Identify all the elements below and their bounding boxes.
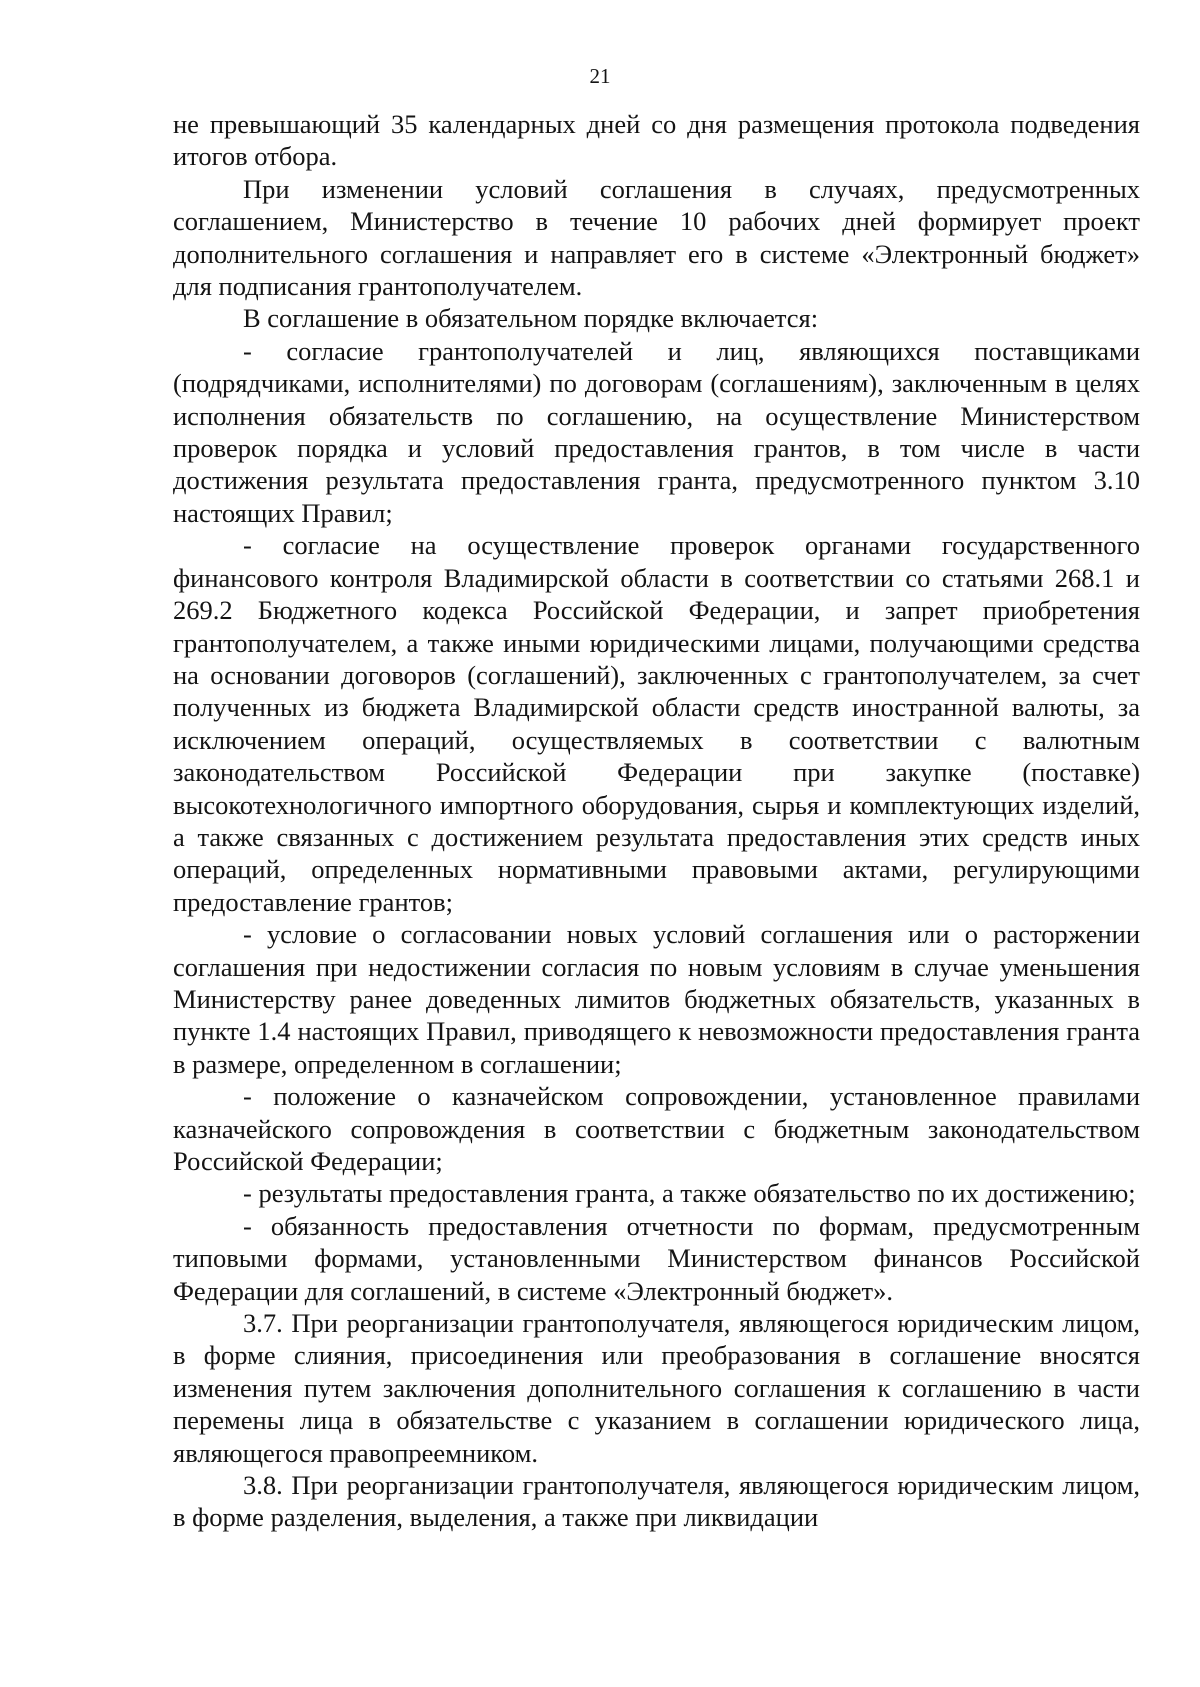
document-body bbox=[173, 108, 1140, 1534]
paragraph-continuation: не превышающий 35 календарных дней со дня размещения протокола подведения итогов отбора. bbox=[173, 109, 1140, 172]
section-3-8: 3.8. При реорганизации грантополучателя, являющегося юридическим лицом, в форме разделения, выделения, а также при ликвидации bbox=[173, 1470, 1140, 1533]
list-item-new-conditions: - условие о согласовании новых условий соглашения или о расторжении соглашения при недостижении согласия по новым условиям в случае уменьшения Министерству ранее доведенных лимитов бюджетных обязательств, указанных в пункте 1.4 настоящих Правил, приводящего к невозможности предоставления гранта в размере, определенном в соглашении; bbox=[173, 919, 1140, 1079]
list-item-consent-checks: - согласие грантополучателей и лиц, являющихся поставщиками (подрядчиками, исполнителями) по договорам (соглашениям), заключенным в целях исполнения обязательств по соглашению, на осуществление Министерством проверок порядка и условий предоставления грантов, в том числе в части достижения результата предоставления гранта, предусмотренного пунктом 3.10 настоящих Правил; bbox=[173, 335, 1140, 528]
list-item-results: - результаты предоставления гранта, а также обязательство по их достижению; bbox=[243, 1178, 1136, 1209]
list-item-reporting: - обязанность предоставления отчетности по формам, предусмотренным типовыми формами, установленными Министерством финансов Российской Федерации для соглашений, в системе «Электронный бюджет». bbox=[173, 1210, 1140, 1306]
list-item-financial-control: - согласие на осуществление проверок органами государственного финансового контроля Владимирской области в соответствии со статьями 268.1 и 269.2 Бюджетного кодекса Российской Федерации, и запрет приобретения грантополучателем, а также иными юридическими лицами, получающими средства на основании договоров (соглашений), заключенных с грантополучателем, за счет полученных из бюджета Владимирской области средств иностранной валюты, за исключением операций, осуществляемых в соответствии с валютным законодательством Российской Федерации при закупке (поставке) высокотехнологичного импортного оборудования, сырья и комплектующих изделий, а также связанных с достижением результата предоставления этих средств иных операций, определенных нормативными правовыми актами, регулирующими предоставление грантов; bbox=[173, 530, 1140, 917]
section-3-7: 3.7. При реорганизации грантополучателя, являющегося юридическим лицом, в форме слияния, присоединения или преобразования в соглашение вносятся изменения путем заключения дополнительного соглашения к соглашению в части перемены лица в обязательстве с указанием в соглашении юридического лица, являющегося правопреемником. bbox=[173, 1308, 1140, 1468]
page-number: 21 bbox=[589, 64, 611, 88]
paragraph-mandatory-intro: В соглашение в обязательном порядке включается: bbox=[243, 303, 819, 334]
paragraph-amendment: При изменении условий соглашения в случаях, предусмотренных соглашением, Министерство в течение 10 рабочих дней формирует проект дополнительного соглашения и направляет его в системе «Электронный бюджет» для подписания грантополучателем. bbox=[173, 173, 1140, 302]
list-item-treasury-support: - положение о казначейском сопровождении, установленное правилами казначейского сопровождения в соответствии с бюджетным законодательством Российской Федерации; bbox=[173, 1081, 1140, 1176]
